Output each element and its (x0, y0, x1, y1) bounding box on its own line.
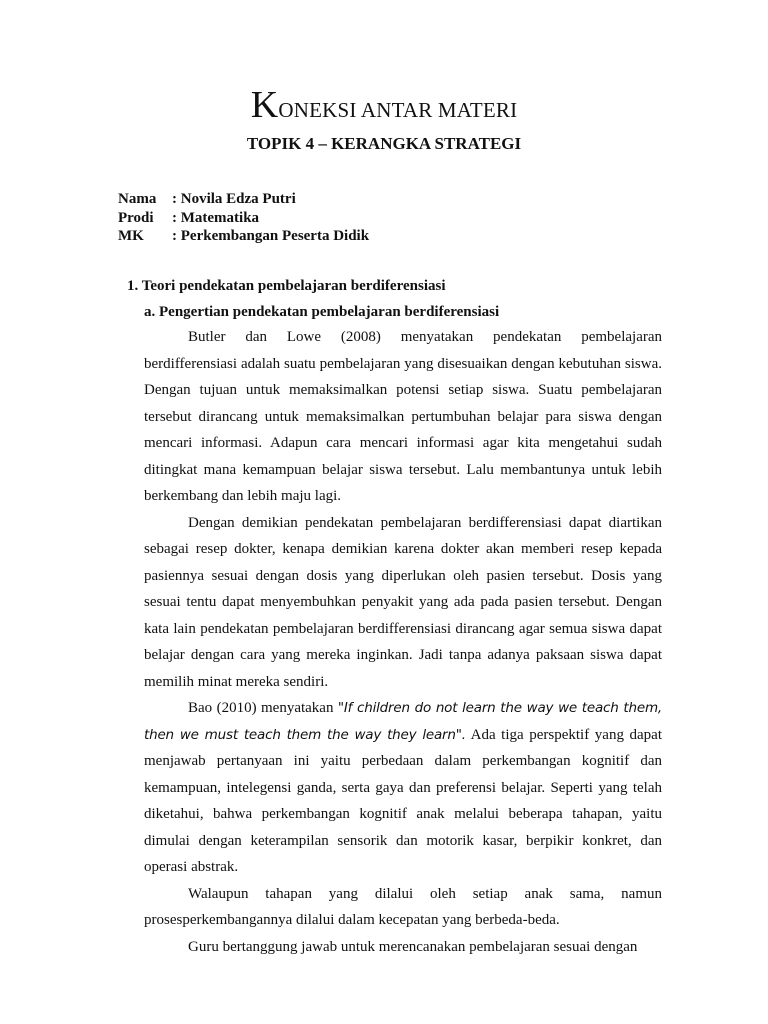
paragraph-3-rest: Ada tiga perspektif yang dapat menjawab pertanyaan ini yaitu perbedaan dalam perkembangan kognitif dan kemampuan, intelegensi ganda, serta gaya dan preferensi belajar. Seperti yang telah diketahui, bahwa perkembangan kognitif anak melalui beberapa tahapan, yaitu dimulai dengan keterampilan sensorik dan motorik kasar, berpikir konkret, dan operasi abstrak. (144, 726, 662, 875)
paragraph-2: Dengan demikian pendekatan pembelajaran berdifferensiasi dapat diartikan sebagai resep dokter, kenapa demikian karena dokter akan memberi resep kepada pasiennya sesuai dengan dosis yang diperlukan oleh pasien tersebut. Dosis yang sesuai tentu dapat menyembuhkan penyakit yang ada pada pasien tersebut. Dengan kata lain pendekatan pembelajaran berdifferensiasi dirancang agar semua siswa dapat belajar dengan cara yang mereka inginkan. Jadi tanpa adanya paksaan siswa dapat memilih minat mereka sendiri. (144, 514, 662, 690)
identity-value: : Novila Edza Putri (172, 191, 296, 207)
paragraph-3-intro: Bao (2010) menyatakan (188, 700, 338, 716)
document-title (0, 86, 768, 124)
paragraph-3-quote: "If children do not learn the way we teach them, then we must teach them the way they learn". (144, 700, 662, 743)
title-initial: K (250, 84, 279, 126)
paragraph-3 (144, 695, 662, 881)
section-heading: 1. Teori pendekatan pembelajaran berdiferensiasi (127, 278, 446, 294)
paragraph-1: Butler dan Lowe (2008) menyatakan pendekatan pembelajaran berdifferensiasi adalah suatu pembelajaran yang disesuaikan dengan kebutuhan siswa. Dengan tujuan untuk memaksimalkan potensi setiap siswa. Suatu pembelajaran tersebut dirancang untuk memaksimalkan pertumbuhan belajar para siswa dengan mencari informasi. Adapun cara mencari informasi agar kita mengetahui sudah ditingkat mana kemampuan belajar siswa tersebut. Lalu membantunya untuk lebih berkembang dan lebih maju lagi. (144, 329, 662, 504)
identity-row-nama (118, 190, 369, 209)
paragraph-5: Guru bertanggung jawab untuk merencanakan pembelajaran sesuai dengan (188, 938, 638, 955)
identity-row-prodi (118, 209, 369, 228)
identity-row-mk (118, 227, 369, 246)
identity-block (118, 190, 369, 246)
identity-value: : Matematika (172, 209, 260, 226)
section-subheading: a. Pengertian pendekatan pembelajaran berdiferensiasi (144, 304, 500, 320)
document-subtitle: TOPIK 4 – KERANGKA STRATEGI (246, 134, 522, 153)
identity-key: Prodi (118, 209, 154, 226)
identity-key: Nama (118, 191, 157, 207)
title-rest: ONEKSI ANTAR MATERI (278, 98, 518, 122)
body-text (144, 324, 662, 960)
identity-value: : Perkembangan Peserta Didik (172, 228, 370, 244)
identity-key: MK (118, 228, 144, 244)
paragraph-4: Walaupun tahapan yang dilalui oleh setiap anak sama, namun prosesperkembangannya dilalui dalam kecepatan yang berbeda-beda. (144, 885, 662, 928)
